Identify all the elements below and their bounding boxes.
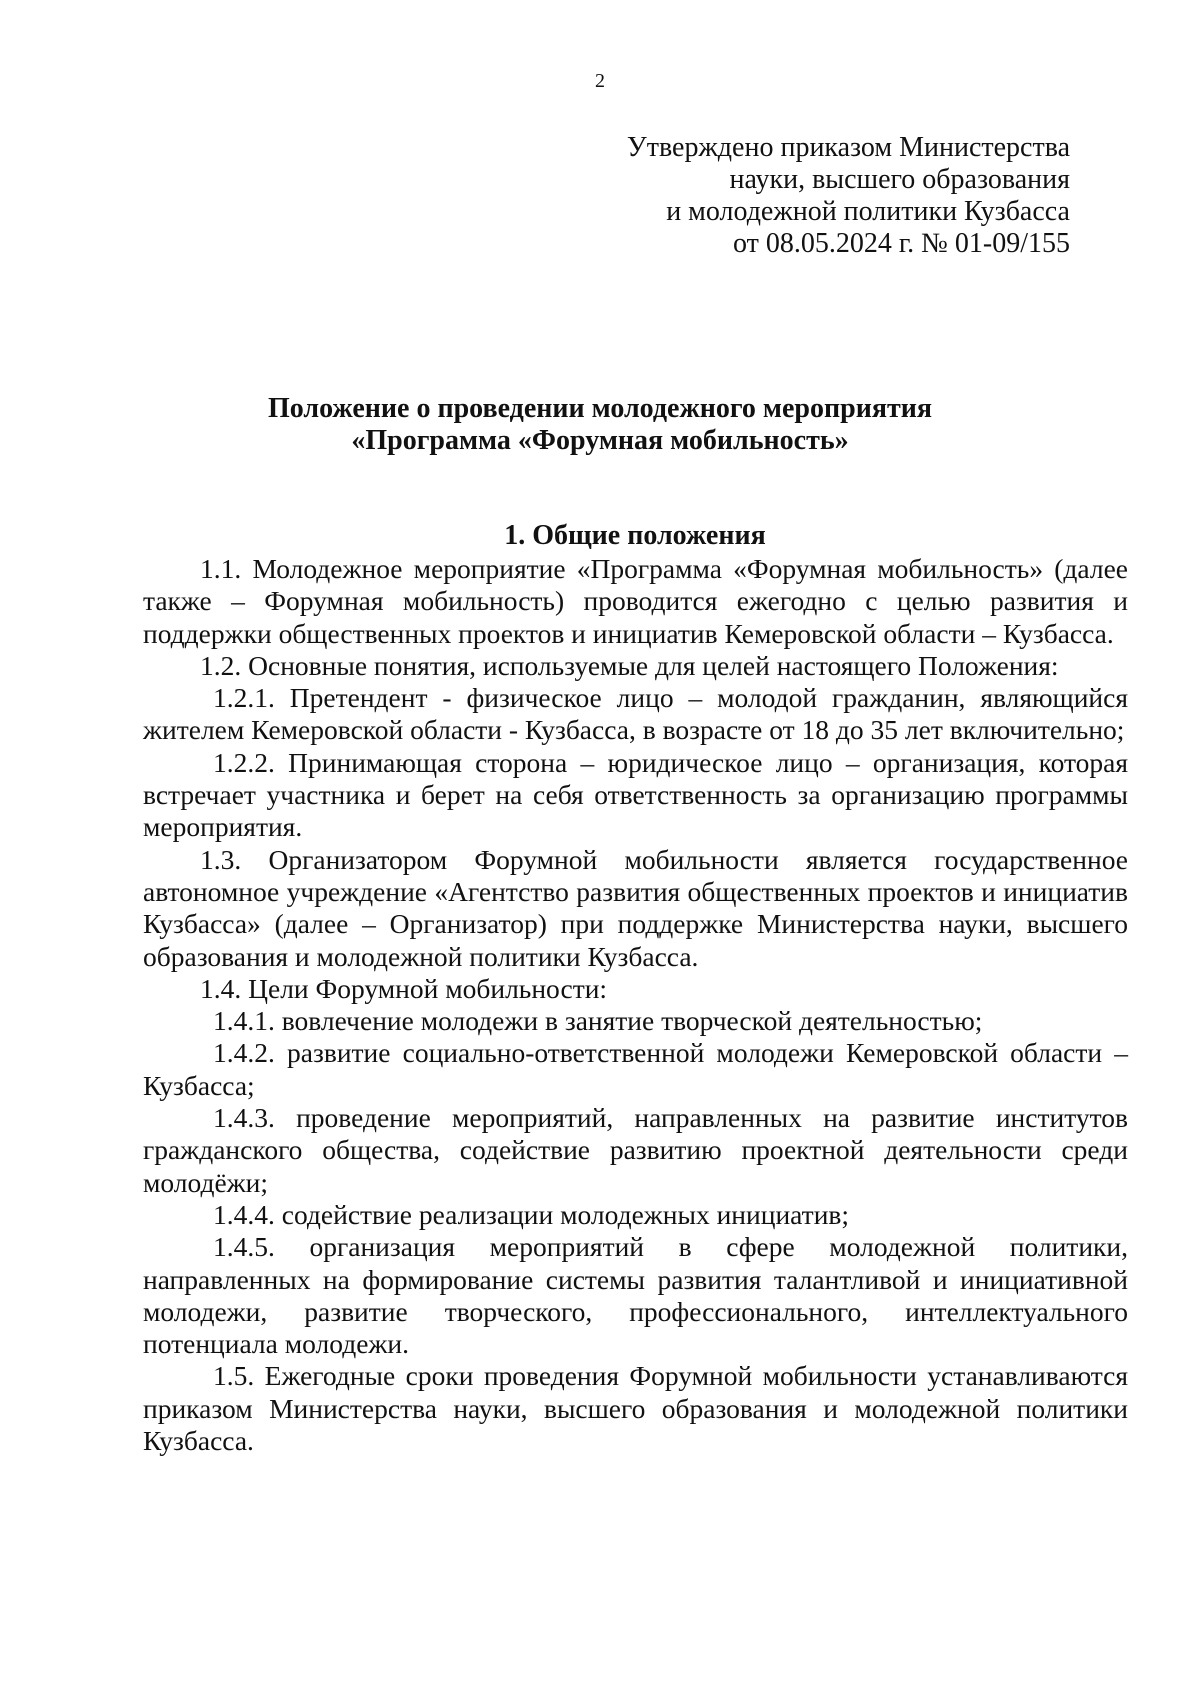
paragraph-1-3: 1.3. Организатором Форумной мобильности является государственное автономное учреждение «Агентство развития общественных проектов и инициатив Кузбасса» (далее – Организатор) при поддержке Министерства науки, высшего образования и молодежной политики Кузбасса. (143, 843, 1128, 972)
section-body (143, 553, 1128, 1457)
approval-line: науки, высшего образования (729, 164, 1070, 195)
approval-order-number: от 08.05.2024 г. № 01-09/155 (732, 228, 1070, 259)
document-title (0, 393, 1200, 457)
approval-line: и молодежной политики Кузбасса (666, 196, 1070, 227)
paragraph-1-2: 1.2. Основные понятия, используемые для целей настоящего Положения: (200, 649, 1059, 681)
paragraph-1-4-1: 1.4.1. вовлечение молодежи в занятие творческой деятельностью; (213, 1005, 983, 1037)
paragraph-1-4-5: 1.4.5. организация мероприятий в сфере молодежной политики, направленных на формирование системы развития талантливой и инициативной молодежи, развитие творческого, профессионального, интеллектуального потенциала молодежи. (143, 1231, 1128, 1360)
approval-stamp-block (627, 132, 1070, 260)
page-number: 2 (595, 70, 605, 92)
section-heading: 1. Общие положения (504, 520, 766, 551)
approval-line: Утверждено приказом Министерства (626, 132, 1070, 163)
document-title-line: Положение о проведении молодежного мероприятия (267, 393, 933, 424)
paragraph-1-2-2: 1.2.2. Принимающая сторона – юридическое лицо – организация, которая встречает участника и берет на себя ответственность за организацию программы мероприятия. (143, 746, 1128, 843)
paragraph-1-1: 1.1. Молодежное мероприятие «Программа «Форумная мобильность» (далее также – Форумная мобильность) проводится ежегодно с целью развития и поддержки общественных проектов и инициатив Кемеровской области – Кузбасса. (143, 553, 1128, 649)
paragraph-1-4: 1.4. Цели Форумной мобильности: (200, 972, 608, 1004)
paragraph-1-2-1: 1.2.1. Претендент - физическое лицо – молодой гражданин, являющийся жителем Кемеровской области - Кузбасса, в возрасте от 18 до 35 лет включительно; (143, 682, 1128, 746)
paragraph-1-4-4: 1.4.4. содействие реализации молодежных инициатив; (213, 1198, 850, 1230)
paragraph-1-4-2: 1.4.2. развитие социально-ответственной молодежи Кемеровской области – Кузбасса; (143, 1037, 1128, 1101)
document-title-line: «Программа «Форумная мобильность» (351, 425, 849, 456)
paragraph-1-4-3: 1.4.3. проведение мероприятий, направленных на развитие институтов гражданского общества, содействие развитию проектной деятельности среди молодёжи; (143, 1102, 1128, 1198)
paragraph-1-5: 1.5. Ежегодные сроки проведения Форумной мобильности устанавливаются приказом Министерства науки, высшего образования и молодежной политики Кузбасса. (143, 1360, 1128, 1457)
